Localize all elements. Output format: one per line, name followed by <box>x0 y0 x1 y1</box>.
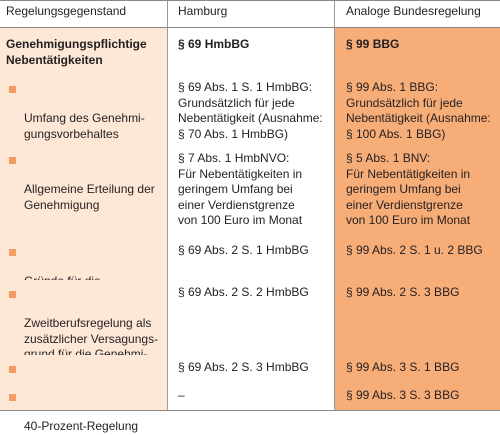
row-bund: § 5 Abs. 1 BNV: Für Nebentätigkeiten in geringem Umfang bei einer Verdienstgrenze von 100 Euro im Monat <box>334 146 500 238</box>
header-bundesregelung: Analoge Bundesregelung <box>334 1 500 27</box>
row-bund: § 99 Abs. 3 S. 1 BBG <box>334 355 500 383</box>
row-bund: § 99 Abs. 2 S. 3 BBG <box>334 280 500 355</box>
section-hamburg-ref: § 69 HmbBG <box>167 28 334 75</box>
table-bottom-line <box>0 410 500 411</box>
bullet-icon <box>9 366 16 373</box>
bullet-icon <box>9 249 16 256</box>
table-row <box>0 238 500 280</box>
row-label-text: 40-Prozent-Regelung <box>24 419 139 434</box>
row-label <box>0 146 167 238</box>
section-bund-ref: § 99 BBG <box>334 28 500 75</box>
section-title: Genehmigungspflichtige Nebentätigkeiten <box>0 28 167 75</box>
row-bund: § 99 Abs. 3 S. 3 BBG <box>334 383 500 411</box>
row-label <box>0 355 167 383</box>
table-row <box>0 280 500 355</box>
row-label-text: Zweitberufsregelung als zusätzlicher Versagungs- <box>24 316 159 346</box>
row-hamburg: § 69 Abs. 1 S. 1 HmbBG: Grundsätzlich für jede Nebentätigkeit (Ausnahme: § 70 Abs. 1 HmbBG) <box>167 75 334 146</box>
row-hamburg: § 7 Abs. 1 HmbNVO: Für Nebentätigkeiten in geringem Umfang bei einer Verdienstgrenze von 100 Euro im Monat <box>167 146 334 238</box>
row-bund: § 99 Abs. 1 BBG: Grundsätzlich für jede Nebentätigkeit (Ausnahme: § 100 Abs. 1 BBG) <box>334 75 500 146</box>
bullet-icon <box>9 291 16 298</box>
row-label-text: Allgemeine Erteilung der Genehmigung <box>24 182 155 212</box>
row-bund: § 99 Abs. 2 S. 1 u. 2 BBG <box>334 238 500 280</box>
header-regelungsgegenstand: Regelungsgegenstand <box>0 1 167 27</box>
bullet-icon <box>9 86 16 93</box>
bullet-icon <box>9 157 16 164</box>
row-label <box>0 75 167 146</box>
row-hamburg: § 69 Abs. 2 S. 1 HmbBG <box>167 238 334 280</box>
header-row <box>0 1 500 27</box>
row-hamburg: § 69 Abs. 2 S. 3 HmbBG <box>167 355 334 383</box>
header-hamburg: Hamburg <box>167 1 334 27</box>
row-label <box>0 280 167 355</box>
row-label-text: Umfang des Genehmi- gungsvorbehaltes <box>24 111 145 141</box>
table-row <box>0 383 500 434</box>
table-row <box>0 355 500 383</box>
table-row <box>0 146 500 238</box>
row-hamburg: § 69 Abs. 2 S. 2 HmbBG <box>167 280 334 355</box>
row-hamburg: – <box>167 383 334 411</box>
row-label <box>0 383 167 434</box>
section-row <box>0 28 500 75</box>
table-row <box>0 75 500 146</box>
bullet-icon <box>9 394 16 401</box>
row-label <box>0 238 167 280</box>
